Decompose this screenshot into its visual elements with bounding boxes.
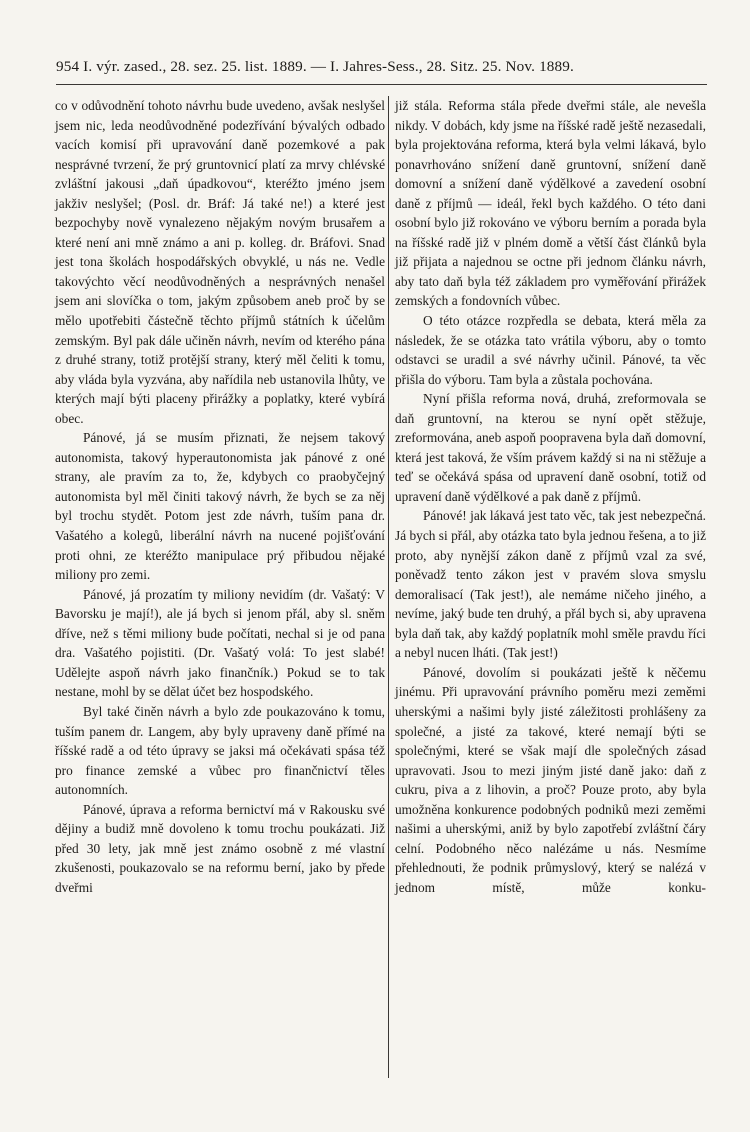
paragraph: Pánové, úprava a reforma bernictví má v Rakousku své dějiny a budiž mně dovoleno k tomu trochu poukázati. Již před 30 lety, jak mně jest známo osobně z mé vlastní zkušenosti, poukazovalo se na reformu berní, jako by přede dveřmi xyxy=(55,801,385,895)
paragraph: Pánové, já prozatím ty miliony nevidím (dr. Vašatý: V Bavorsku je mají!), ale já bych si jenom přál, aby sl. sněm dříve, než s těmi miliony bude počítati, nechal si je od pana dra. Vašatého pojistiti. (Dr. Vašatý volá: To jest slabé! Udělejte aspoň návrh jako finančník.) Pokud se to tak nestane, mohl by se dělat účet bez hospodského. xyxy=(55,586,385,700)
paragraph: co v odůvodnění tohoto návrhu bude uvedeno, avšak neslyšel jsem nic, leda neodůvodněné podezřívání bývalých odbado vacích komisí při upravování daně pozemkové a pak nesprávné tvrzení, že prý gruntovnicí platí za mrvy chlévské zvláštní jakousi „daň úpadkovou“, kteréžto jméno jsem jakživ neslyšel; (Posl. dr. Bráf: Já také ne!) a které jest bezpochyby nově vynalezeno nějakým novým brusařem a které není ani mně známo a ani p. kolleg. dr. Bráfovi. Snad jest tona školách hospodářských obvyklé, u nás ne. Vedle takovýchto věcí neodůvodněných a nesprávných nenašel jsem ani slovíčka o tom, jakým způsobem aneb proč by se mělo upotřebiti částečně těchto příjmů státních k účelům zemským. Byl pak dále učiněn návrh, nevím od kterého pána z druhé strany, totiž protější strany, který měl čeliti k tomu, aby vláda byla vyzvána, aby nařídila neb ustanovila lhůty, ve kterých mají býti placeny přirážky a poplatky, které vybírá obec. xyxy=(55,98,385,426)
paragraph: Pánové, dovolím si poukázati ještě k něčemu jinému. Při upravování právního poměru mezi zeměmi uherskými a našimi byly jisté záležitosti prohlášeny za společné, a jisté za takové, které nemají býti se společnými, které se však mají dle společných zásad upravovati. Jsou to mezi jiným jisté daně jako: daň z cukru, piva a z lihovin, a proč? Pouze proto, aby byla umožněna konkurence podobných podniků mezi zeměmi našimi a uherskými, aniž by bylo zapotřebí zvláštní čáry celní. Podobného něco nalézáme u nás. Nesmíme přehlednouti, že podnik průmyslový, který se nalézá v jednom místě, může konku- xyxy=(395,664,706,895)
paragraph: Byl také činěn návrh a bylo zde poukazováno k tomu, tuším panem dr. Langem, aby byly upraveny daně přímé na říšské radě a od této úpravy se jaksi má očekávati spása též pro finance zemské a vůbec pro finančnictví těles autonomních. xyxy=(55,703,385,798)
right-column xyxy=(395,96,706,897)
header-rule xyxy=(56,84,707,85)
paragraph: Pánové! jak lákavá jest tato věc, tak jest nebezpečná. Já bych si přál, aby otázka tato byla jednou řešena, a to již proto, aby nynější zákon daně z příjmů vzal za své, poněvadž tento zákon jest v pravém slova smyslu demoralisací (Tak jest!), ale nemáme ničeho jiného, a nevíme, jaký bude ten druhý, a přál bych si, aby upravena byla daň tak, aby každý poplatník mohl směle pravdu říci a nebyl nucen lháti. (Tak jest!) xyxy=(395,508,706,661)
paragraph: O této otázce rozpředla se debata, která měla za následek, že se otázka tato vrátila výboru, aby o tomto odstavci se uradil a své návrhy učinil. Pánové, ta věc přišla do výboru. Tam byla a zůstala pochována. xyxy=(395,313,706,387)
paragraph: Nyní přišla reforma nová, druhá, zreformovala se daň gruntovní, na kterou se nyní opět stěžuje, zreformována, aneb aspoň poopravena byla daň domovní, která jest taková, že vším právem každý si na ni stěžuje a teď se očekává spása od upravení daně osobní, totiž od upravení daně výdělkové a pak daně z příjmů. xyxy=(395,391,706,504)
left-column xyxy=(55,96,385,897)
paragraph: Pánové, já se musím přiznati, že nejsem takový autonomista, takový hyperautonomista jak pánové z oné strany, ale pravím za to, že, kdybych co praobyčejný autonomista byl měl činiti takový návrh, že bych se za něj byl trochu stydět. Potom jest zde návrh, tuším pana dr. Vašatého a kolegů, liberální návrh na nucené pojišťování proti ohni, ze kteréžto manipulace prý přibudou nějaké miliony pro zemi. xyxy=(55,430,385,583)
page-header: 954 I. výr. zased., 28. sez. 25. list. 1889. — I. Jahres-Sess., 28. Sitz. 25. Nov. 1889. xyxy=(56,58,574,75)
paragraph: již stála. Reforma stála přede dveřmi stále, ale nevešla nikdy. V dobách, kdy jsme na říšské radě ještě nezasedali, byla projektována reforma, která byla velmi lákavá, bylo ponavrhováno snížení daně gruntovní, snížení daně domovní a snížení daně výdělkové a zavedení osobní daně z příjmů — ideál, řekl bych každého. O této dani osobní bylo již rokováno ve výboru berním a porada byla na říšské radě již v plném domě a větší část článků byla již přijata a najednou se octne při jednom článku návrh, aby tato daň byla též základem pro vyměřování přirážek zemských a fondovních vůbec. xyxy=(395,98,706,309)
column-divider xyxy=(388,96,389,1078)
